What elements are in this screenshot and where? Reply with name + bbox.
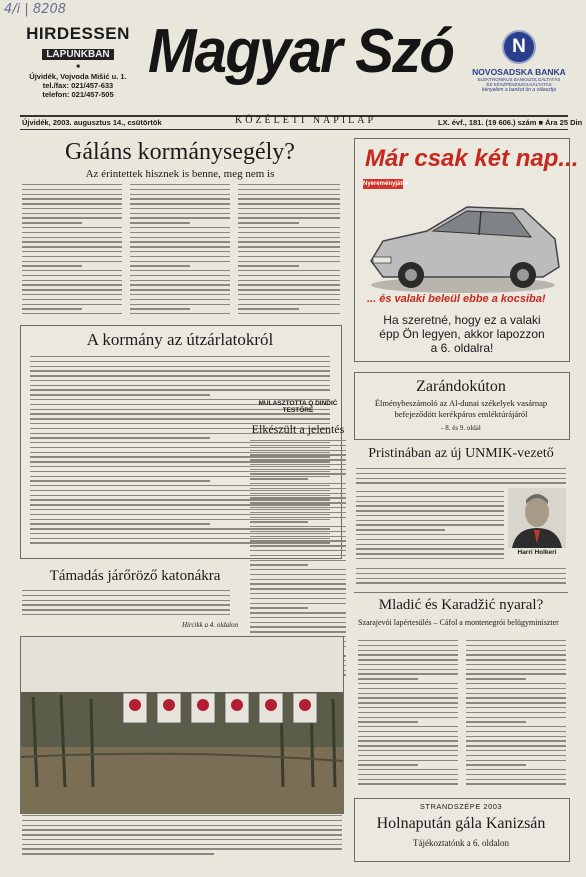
text-line <box>466 650 566 651</box>
text-line <box>466 736 566 737</box>
text-line <box>358 721 418 722</box>
text-line <box>22 246 122 247</box>
text-line <box>358 760 458 761</box>
text-line <box>22 614 230 615</box>
text-line <box>238 246 340 247</box>
text-line <box>22 232 122 233</box>
text-line <box>358 731 458 732</box>
text-line <box>22 604 230 605</box>
text-line <box>250 555 346 556</box>
text-line <box>238 241 340 242</box>
text-line <box>250 536 346 537</box>
text-line <box>358 769 458 770</box>
text-line <box>130 294 230 295</box>
text-line <box>30 380 330 381</box>
text-line <box>250 450 346 451</box>
text-line <box>356 573 566 574</box>
text-line <box>466 731 566 732</box>
text-line <box>238 213 340 214</box>
text-line <box>466 760 566 761</box>
text-line <box>22 829 342 830</box>
text-line <box>356 496 504 497</box>
text-line <box>466 717 566 718</box>
text-line <box>130 198 230 199</box>
text-line <box>466 783 566 784</box>
text-line <box>238 304 340 305</box>
patrol-continuation: Hírcikk a 4. oldalon <box>182 621 239 629</box>
text-line <box>130 241 230 242</box>
text-line <box>238 294 340 295</box>
text-line <box>466 702 566 703</box>
text-line <box>22 194 122 195</box>
text-line <box>250 612 346 613</box>
text-line <box>238 189 340 190</box>
text-line <box>22 203 122 204</box>
text-line <box>22 251 122 252</box>
text-line <box>250 617 346 618</box>
text-line <box>466 740 566 741</box>
ad-text2: épp Ön legyen, akkor lapozzon <box>379 327 545 341</box>
text-line <box>358 664 458 665</box>
text-line <box>238 289 340 290</box>
text-line <box>356 553 504 554</box>
text-line <box>238 308 299 309</box>
sunflower-field-image <box>21 637 343 813</box>
text-line <box>466 693 566 694</box>
text-line <box>356 524 504 525</box>
main-body-col3 <box>238 184 340 318</box>
text-line <box>358 673 458 674</box>
text-line <box>356 515 504 516</box>
mladic-body-col1 <box>358 640 458 788</box>
text-line <box>356 520 504 521</box>
text-line <box>250 560 346 561</box>
text-line <box>130 222 190 223</box>
text-line <box>466 683 566 684</box>
text-line <box>22 834 342 835</box>
text-line <box>30 394 210 395</box>
unmik-body-top <box>356 468 566 487</box>
text-line <box>358 779 458 780</box>
text-line <box>466 712 566 713</box>
text-line <box>22 227 122 228</box>
text-line <box>250 454 346 455</box>
text-line <box>30 385 330 386</box>
text-line <box>22 289 122 290</box>
text-line <box>130 237 230 238</box>
text-line <box>250 579 346 580</box>
text-line <box>22 189 122 190</box>
holkeri-caption: Harri Holkeri <box>517 549 557 556</box>
text-line <box>466 755 566 756</box>
text-line <box>130 308 190 309</box>
text-line <box>30 437 210 438</box>
text-line <box>466 678 526 679</box>
text-line <box>238 194 340 195</box>
text-line <box>466 697 566 698</box>
text-line <box>130 261 230 262</box>
patrol-body <box>22 590 230 619</box>
text-line <box>130 189 230 190</box>
text-line <box>22 848 342 849</box>
strand-headline: Holnapután gála Kanizsán <box>376 815 546 832</box>
text-line <box>238 284 340 285</box>
bank-tagline1: ELEKTRONIKUS BANKSZOLGÁLTATÁS <box>477 77 561 82</box>
advertise-line1: HIRDESSEN <box>26 24 130 43</box>
text-line <box>238 256 340 257</box>
bank-tagline3: kényelem a bankot ön a választja <box>482 87 556 93</box>
col-kicker: MULASZTOTTA Q DINDIĆ TESTŐRE <box>258 400 338 414</box>
text-line <box>250 521 308 522</box>
unmik-headline: Pristinában az új UNMIK-vezető <box>368 446 554 461</box>
mladic-subhead: Szarajevói lapértesülés – Cáfol a montenegrói belügyminiszter <box>358 618 559 627</box>
text-line <box>358 654 458 655</box>
text-line <box>466 726 566 727</box>
bank-logo-letter: N <box>512 36 526 57</box>
text-line <box>238 203 340 204</box>
text-line <box>238 227 340 228</box>
text-line <box>358 697 458 698</box>
text-line <box>22 820 342 821</box>
text-line <box>22 590 230 591</box>
portrait-image <box>508 488 566 548</box>
text-line <box>250 469 346 470</box>
text-line <box>130 203 230 204</box>
main-subhead: Az érintettek hisznek is benne, meg nem is <box>85 168 275 180</box>
text-line <box>130 232 230 233</box>
text-line <box>22 313 122 314</box>
text-line <box>130 275 230 276</box>
text-line <box>356 539 504 540</box>
text-line <box>356 468 566 469</box>
text-line <box>466 707 566 708</box>
text-line <box>22 213 122 214</box>
text-line <box>130 213 230 214</box>
text-line <box>358 669 458 670</box>
text-line <box>130 289 230 290</box>
text-line <box>30 366 330 367</box>
text-line <box>130 299 230 300</box>
text-line <box>250 488 346 489</box>
text-line <box>250 603 346 604</box>
text-line <box>250 588 346 589</box>
text-line <box>22 825 342 826</box>
text-line <box>250 598 346 599</box>
text-line <box>356 529 445 530</box>
ad-headline: Már csak két nap... <box>365 145 579 172</box>
advertise-line2: LAPUNKBAN <box>42 49 113 60</box>
text-line <box>250 526 346 527</box>
text-line <box>250 631 346 632</box>
text-line <box>356 478 566 479</box>
text-line <box>22 294 122 295</box>
car-ad <box>354 138 579 362</box>
text-line <box>466 750 566 751</box>
text-line <box>358 736 458 737</box>
advertise-block: HIRDESSEN LAPUNKBAN ■ Újvidék, Vojvoda Mišić u. 1. tel./fax: 021/457-633 telefon: 021/457-505 <box>22 24 134 99</box>
text-line <box>238 275 340 276</box>
bank-name: NOVOSADSKA BANKA <box>472 67 566 77</box>
text-line <box>358 745 458 746</box>
text-line <box>30 480 210 481</box>
text-line <box>466 769 566 770</box>
text-line <box>30 389 330 390</box>
text-line <box>250 622 346 623</box>
text-line <box>22 184 122 185</box>
patrol-headline: Támadás járőröző katonákra <box>49 568 221 584</box>
text-line <box>22 853 214 854</box>
travel-headline: Zarándokúton <box>416 378 506 395</box>
text-line <box>130 251 230 252</box>
text-line <box>130 280 230 281</box>
text-line <box>250 564 308 565</box>
text-line <box>356 578 566 579</box>
text-line <box>466 774 566 775</box>
archive-stamp: 4/i | 8208 <box>4 2 66 17</box>
travel-pages: - 8. és 9. oldal <box>441 424 481 432</box>
text-line <box>358 645 458 646</box>
text-line <box>22 839 342 840</box>
text-line <box>250 497 346 498</box>
text-line <box>250 583 346 584</box>
text-line <box>130 217 230 218</box>
text-line <box>130 194 230 195</box>
text-line <box>238 217 340 218</box>
text-line <box>22 299 122 300</box>
text-line <box>358 755 458 756</box>
text-line <box>22 600 230 601</box>
text-line <box>22 256 122 257</box>
main-body-col2 <box>130 184 230 318</box>
text-line <box>466 673 566 674</box>
text-line <box>22 265 82 266</box>
text-line <box>22 241 122 242</box>
issue-line: LX. évf., 181. (19 606.) szám ■ Ára 25 Din <box>438 118 583 127</box>
text-line <box>250 483 346 484</box>
text-line <box>356 548 504 549</box>
text-line <box>130 256 230 257</box>
text-line <box>22 217 122 218</box>
text-line <box>250 517 346 518</box>
text-line <box>22 270 122 271</box>
text-line <box>30 370 330 371</box>
text-line <box>356 558 504 559</box>
mladic-body-col2 <box>466 640 566 788</box>
text-line <box>250 626 346 627</box>
text-line <box>250 440 346 441</box>
holkeri-photo <box>508 488 566 548</box>
text-line <box>250 540 346 541</box>
text-line <box>30 361 330 362</box>
text-line <box>130 265 190 266</box>
text-line <box>250 459 346 460</box>
text-line <box>238 261 340 262</box>
ad-logo: Nyereményjáték <box>363 181 410 187</box>
text-line <box>22 815 342 816</box>
text-line <box>466 721 526 722</box>
text-line <box>250 550 346 551</box>
text-line <box>358 707 458 708</box>
text-line <box>358 650 458 651</box>
text-line <box>130 227 230 228</box>
ad-slogan: ... és valaki beleül ebbe a kocsiba! <box>367 293 546 305</box>
text-line <box>238 265 299 266</box>
text-line <box>22 284 122 285</box>
text-line <box>358 683 458 684</box>
text-line <box>22 222 82 223</box>
text-line <box>22 595 230 596</box>
travel-subhead: Élménybeszámoló az Al-dunai székelyek vasárnap befejeződött kerékpáros emléktúrájáról <box>374 398 548 419</box>
advertise-telfax: tel./fax: 021/457-633 <box>42 81 114 90</box>
text-line <box>358 717 458 718</box>
text-line <box>250 478 308 479</box>
text-line <box>356 501 504 502</box>
issue-number: LX. évf., 181. (19 606.) szám <box>438 118 537 127</box>
text-line <box>22 304 122 305</box>
col-headline: Elkészült a jelentés <box>251 422 345 436</box>
advertise-phone: telefon: 021/457-505 <box>42 90 114 99</box>
bank-ad <box>462 30 576 93</box>
text-line <box>238 237 340 238</box>
ad-text1: Ha szeretné, hogy ez a valaki <box>383 313 541 327</box>
text-line <box>22 308 82 309</box>
text-line <box>250 607 308 608</box>
text-line <box>358 764 418 765</box>
text-line <box>466 645 566 646</box>
unmik-body-bottom <box>356 568 566 587</box>
text-line <box>356 568 566 569</box>
ad-text3: a 6. oldalra! <box>430 341 494 355</box>
text-line <box>356 534 504 535</box>
text-line <box>358 783 458 784</box>
car-icon <box>363 187 563 297</box>
text-line <box>238 208 340 209</box>
text-line <box>30 523 210 524</box>
masthead-title: Magyar Szó <box>148 17 454 86</box>
price: Ára 25 Din <box>545 118 583 127</box>
text-line <box>22 198 122 199</box>
text-line <box>358 712 458 713</box>
strand-kicker: STRANDSZÉPE 2003 <box>419 802 503 811</box>
text-line <box>358 693 458 694</box>
text-line <box>250 512 346 513</box>
advertise-address: Újvidék, Vojvoda Mišić u. 1. <box>29 72 127 81</box>
text-line <box>22 275 122 276</box>
photo-frame <box>20 636 344 814</box>
text-line <box>30 418 330 419</box>
photo-caption <box>22 815 342 858</box>
text-line <box>466 779 566 780</box>
text-line <box>238 198 340 199</box>
text-line <box>22 844 342 845</box>
text-line <box>250 445 346 446</box>
text-line <box>238 270 340 271</box>
text-line <box>356 582 566 583</box>
main-body-col1 <box>22 184 122 318</box>
text-line <box>250 569 346 570</box>
text-line <box>30 375 330 376</box>
text-line <box>356 510 504 511</box>
strand-subhead: Tájékoztatónk a 6. oldalon <box>413 838 509 848</box>
text-line <box>250 464 346 465</box>
text-line <box>466 659 566 660</box>
text-line <box>250 473 346 474</box>
text-line <box>250 502 346 503</box>
text-line <box>358 640 458 641</box>
text-line <box>250 531 346 532</box>
text-line <box>358 774 458 775</box>
text-line <box>238 232 340 233</box>
text-line <box>358 688 458 689</box>
bank-logo-icon <box>502 30 536 64</box>
text-line <box>466 688 566 689</box>
main-headline: Gáláns kormánysegély? <box>65 139 295 165</box>
text-line <box>238 313 340 314</box>
text-line <box>30 356 330 357</box>
bank-tagline2: ÉS KÉSZPÉNZSZOLGÁLTATÁS <box>486 82 552 87</box>
text-line <box>22 261 122 262</box>
text-line <box>250 593 346 594</box>
text-line <box>250 493 346 494</box>
text-line <box>466 654 566 655</box>
text-line <box>238 251 340 252</box>
text-line <box>238 222 299 223</box>
text-line <box>356 491 504 492</box>
text-line <box>356 544 504 545</box>
unmik-body-left <box>356 491 504 563</box>
text-line <box>130 313 230 314</box>
text-line <box>238 280 340 281</box>
text-line <box>358 750 458 751</box>
text-line <box>466 745 566 746</box>
text-line <box>466 669 566 670</box>
text-line <box>238 299 340 300</box>
text-line <box>250 574 346 575</box>
text-line <box>466 664 566 665</box>
text-line <box>250 545 346 546</box>
text-line <box>238 184 340 185</box>
text-line <box>358 726 458 727</box>
text-line <box>466 764 526 765</box>
text-line <box>22 208 122 209</box>
text-line <box>466 640 566 641</box>
text-line <box>250 507 346 508</box>
masthead-subtitle: KÖZÉLETI NAPILAP <box>235 115 377 126</box>
text-line <box>358 702 458 703</box>
text-line <box>356 473 566 474</box>
text-line <box>358 678 418 679</box>
text-line <box>358 659 458 660</box>
text-line <box>130 208 230 209</box>
text-line <box>130 184 230 185</box>
text-line <box>130 246 230 247</box>
gov-headline: A kormány az útzárlatokról <box>86 330 274 349</box>
text-line <box>22 280 122 281</box>
text-line <box>130 270 230 271</box>
text-line <box>130 304 230 305</box>
text-line <box>358 740 458 741</box>
text-line <box>356 482 566 483</box>
date-line: Újvidék, 2003. augusztus 14., csütörtök <box>22 118 162 127</box>
text-line <box>356 505 504 506</box>
text-line <box>130 284 230 285</box>
text-line <box>22 609 230 610</box>
text-line <box>22 237 122 238</box>
mladic-headline: Mladić és Karadžić nyaral? <box>378 597 544 613</box>
